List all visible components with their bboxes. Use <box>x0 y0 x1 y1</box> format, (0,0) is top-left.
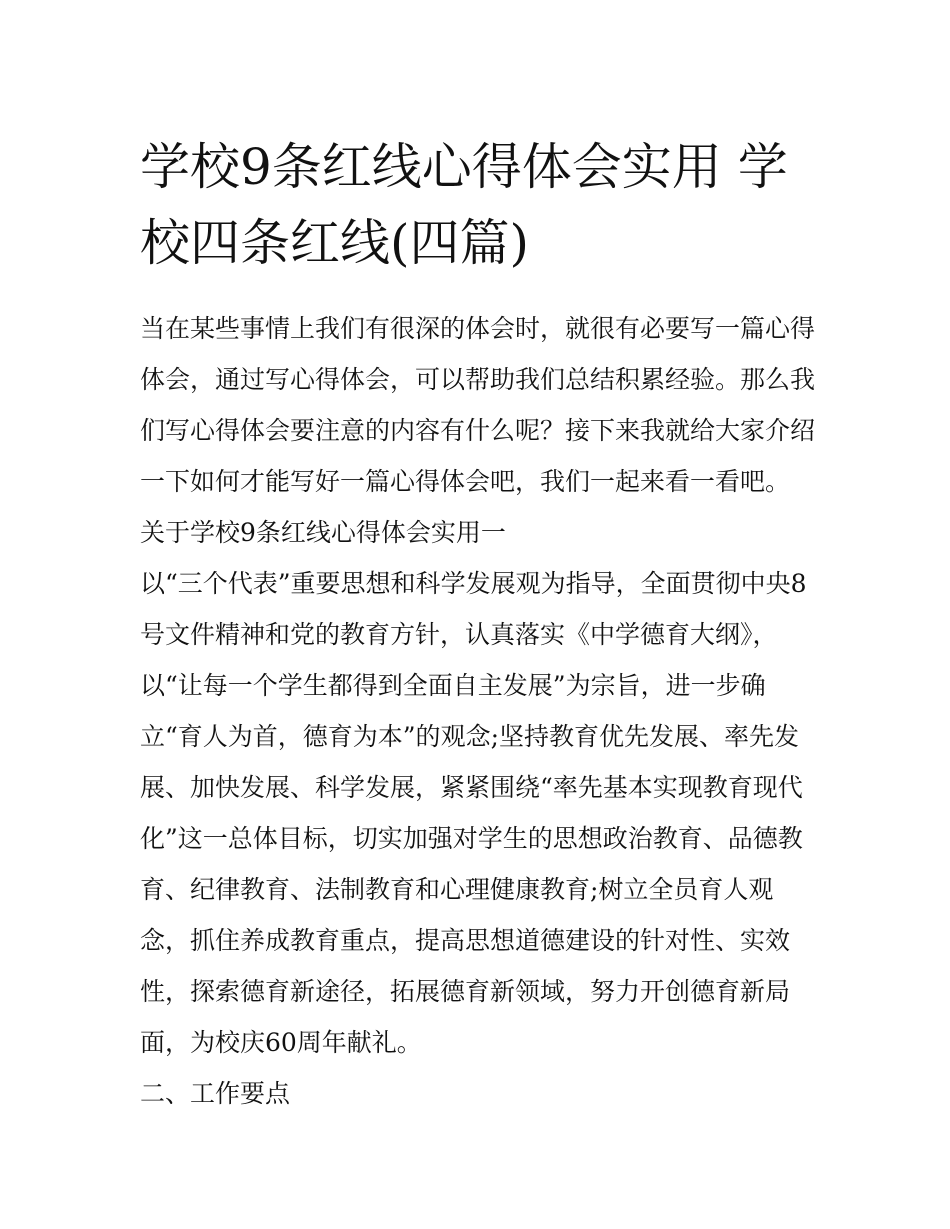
body-line: 立“育人为首，德育为本”的观念;坚持教育优先发展、率先发 <box>140 721 799 751</box>
title-line: 校四条红线(四篇) <box>140 214 530 273</box>
body-line: 一下如何才能写好一篇心得体会吧，我们一起来看一看吧。 <box>140 466 791 496</box>
body-line: 们写心得体会要注意的内容有什么呢？接下来我就给大家介绍 <box>140 415 816 445</box>
body-line: 化”这一总体目标，切实加强对学生的思想政治教育、品德教 <box>140 823 803 853</box>
body-line: 以“三个代表”重要思想和科学发展观为指导，全面贯彻中央8 <box>140 568 807 598</box>
body-line: 育、纪律教育、法制教育和心理健康教育;树立全员育人观 <box>140 874 774 904</box>
document-page <box>140 108 820 1119</box>
body-line: 以“让每一个学生都得到全面自主发展”为宗旨，进一步确 <box>140 670 766 700</box>
section-heading: 关于学校9条红线心得体会实用一 <box>140 517 506 547</box>
body-line: 体会，通过写心得体会，可以帮助我们总结积累经验。那么我 <box>140 364 816 394</box>
section-heading: 二、工作要点 <box>140 1078 291 1108</box>
body-line: 展、加快发展、科学发展，紧紧围绕“率先基本实现教育现代 <box>140 772 803 802</box>
body-line: 性，探索德育新途径，拓展德育新领域，努力开创德育新局 <box>140 976 791 1006</box>
body-line: 面，为校庆60周年献礼。 <box>140 1027 422 1057</box>
document-body <box>140 303 820 1119</box>
title-line: 学校9条红线心得体会实用 学 <box>140 138 788 197</box>
body-line: 当在某些事情上我们有很深的体会时，就很有必要写一篇心得 <box>140 313 816 343</box>
document-title <box>140 129 820 281</box>
body-line: 念，抓住养成教育重点，提高思想道德建设的针对性、实效 <box>140 925 791 955</box>
body-line: 号文件精神和党的教育方针，认真落实《中学德育大纲》， <box>140 619 778 649</box>
